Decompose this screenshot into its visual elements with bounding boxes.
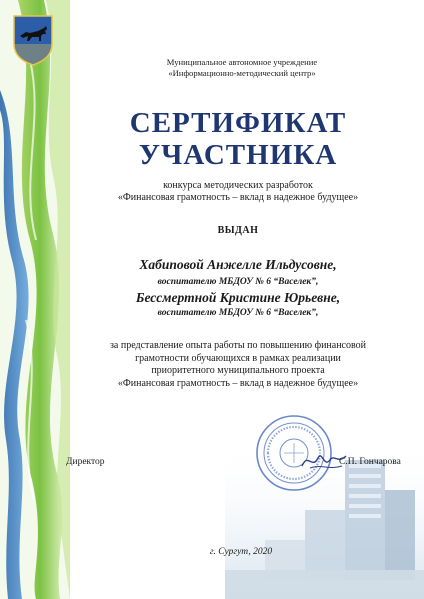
- left-ribbon-border: [0, 0, 70, 599]
- contest-description: [78, 180, 398, 204]
- city-and-year: г. Сургут, 2020: [209, 547, 273, 557]
- issued-label: ВЫДАН: [217, 225, 259, 236]
- award-reason: [80, 340, 396, 390]
- org-line-1: Муниципальное автономное учреждение: [166, 57, 318, 67]
- recipient-name: Бессмертной Кристине Юрьевне,: [135, 290, 341, 305]
- signer-name: С.П. Гончарова: [339, 457, 401, 467]
- org-line-2: «Информационно-методический центр»: [168, 68, 316, 78]
- city-coat-of-arms-icon: [12, 14, 54, 66]
- reason-line-4: «Финансовая грамотность – вклад в надежное будущее»: [117, 377, 359, 389]
- recipient-role: воспитателю МБДОУ № 6 “Васелек”,: [157, 277, 319, 287]
- recipient-role: воспитателю МБДОУ № 6 “Васелек”,: [157, 308, 319, 318]
- issuing-organization: [92, 57, 392, 79]
- contest-line-2: «Финансовая грамотность – вклад в надежное будущее»: [117, 192, 359, 203]
- recipient-name: Хабиповой Анжелле Ильдусовне,: [139, 257, 337, 272]
- certificate-title-line-2: УЧАСТНИКА: [138, 139, 338, 171]
- reason-line-3: приоритетного муниципального проекта: [151, 365, 325, 376]
- director-position-label: Директор: [66, 457, 105, 467]
- reason-line-2: грамотности обучающихся в рамках реализации: [135, 352, 341, 364]
- contest-line-1: конкурса методических разработок: [163, 180, 313, 191]
- reason-line-1: за представление опыта работы по повышению финансовой: [109, 340, 367, 351]
- certificate-title-line-1: СЕРТИФИКАТ: [129, 107, 347, 139]
